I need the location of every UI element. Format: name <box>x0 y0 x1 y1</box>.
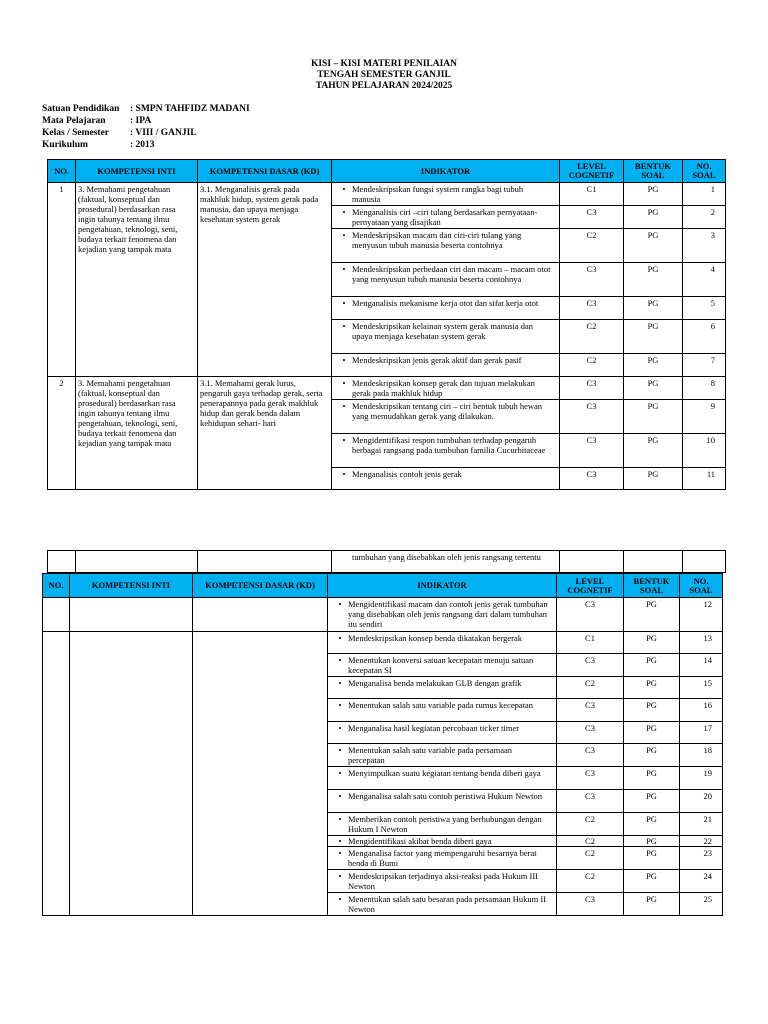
indicator-cell <box>328 632 557 654</box>
bentuk-soal-cell: PG <box>624 847 680 870</box>
indicator-cell <box>332 206 560 229</box>
indicator-cell <box>328 813 557 836</box>
bentuk-soal-cell: PG <box>624 722 680 744</box>
bentuk-soal-cell: PG <box>624 598 680 632</box>
indicator-text: Menganalisa hasil kegiatan percobaan ticker timer <box>348 723 520 733</box>
bentuk-soal-cell: PG <box>624 836 680 847</box>
header-kompetensi-dasar: KOMPETENSI DASAR (KD) <box>193 574 328 598</box>
indicator-text: Mendeskripsikan fungsi system rangka bagi tubuh manusia <box>352 184 524 204</box>
document-meta <box>42 103 250 151</box>
bentuk-soal-cell: PG <box>624 320 683 354</box>
indicator-text: Menganalisis ciri –ciri tulang berdasarkan pernyataan- pernyataan yang disajikan <box>352 207 538 227</box>
no-soal-cell: 7 <box>683 354 726 377</box>
bullet-glyph: • <box>338 723 342 733</box>
bentuk-soal-cell: PG <box>624 870 680 893</box>
bullet-glyph: • <box>342 321 346 331</box>
level-cell: C3 <box>560 206 624 229</box>
level-cell: C2 <box>557 836 624 847</box>
indicator-cell <box>332 434 560 468</box>
no-soal-cell: 5 <box>683 297 726 320</box>
indicator-text: Menganalisis mekanisme kerja otot dan sifat kerja otot <box>352 298 539 308</box>
meta-key: Satuan Pendidikan <box>42 104 120 114</box>
indicator-cell <box>332 400 560 434</box>
no-soal-cell: 8 <box>683 377 726 400</box>
bullet-glyph: • <box>338 814 342 824</box>
indicator-text: Memberikan contoh peristiwa yang berhubungan dengan Hukum I Newton <box>348 814 542 834</box>
bentuk-soal-cell: PG <box>624 263 683 297</box>
bentuk-soal-cell: PG <box>624 893 680 916</box>
empty-cell <box>683 551 726 573</box>
empty-cell <box>624 551 683 573</box>
level-cell: C2 <box>557 847 624 870</box>
bentuk-soal-cell: PG <box>624 229 683 263</box>
indicator-cell <box>332 229 560 263</box>
indicator-cell <box>328 847 557 870</box>
indicator-text: Mendeskripsikan konsep benda dikatakan bergerak <box>348 633 523 643</box>
indicator-cell <box>328 870 557 893</box>
bentuk-soal-cell: PG <box>624 297 683 320</box>
level-cell: C2 <box>560 354 624 377</box>
no-soal-cell: 6 <box>683 320 726 354</box>
bentuk-soal-cell: PG <box>624 654 680 677</box>
level-cell: C3 <box>560 400 624 434</box>
title-line: KISI – KISI MATERI PENILAIAN <box>310 59 458 69</box>
bentuk-soal-cell: PG <box>624 813 680 836</box>
level-cell: C3 <box>560 263 624 297</box>
title-line: TAHUN PELAJARAN 2024/2025 <box>315 81 453 91</box>
bentuk-soal-cell: PG <box>624 468 683 490</box>
indicator-cell <box>332 183 560 206</box>
no-soal-cell: 19 <box>680 767 723 790</box>
meta-row <box>42 127 250 139</box>
no-soal-cell: 12 <box>680 598 723 632</box>
indicator-cell <box>332 468 560 490</box>
bentuk-soal-cell: PG <box>624 767 680 790</box>
level-cell: C3 <box>557 722 624 744</box>
no-soal-cell: 22 <box>680 836 723 847</box>
no-soal-cell: 13 <box>680 632 723 654</box>
bentuk-soal-cell: PG <box>624 699 680 722</box>
meta-key: Kelas / Semester <box>42 128 110 138</box>
empty-cell <box>48 551 76 573</box>
bentuk-soal-cell: PG <box>624 354 683 377</box>
bentuk-soal-cell: PG <box>624 632 680 654</box>
kompetensi-inti-cell: 3. Memahami pengetahuan (faktual, konseptual dan prosedural) berdasarkan rasa ingin tahunya tentang ilmu pengetahuan, teknologi, seni, budaya terkait fenomena dan kejadian yang tampak mata <box>76 377 198 490</box>
indicator-cell <box>328 722 557 744</box>
level-cell: C1 <box>557 632 624 654</box>
level-cell: C2 <box>557 813 624 836</box>
kisi-table-page-2 <box>42 573 723 916</box>
continuation-row-table <box>47 550 726 573</box>
indicator-cell <box>332 297 560 320</box>
indicator-cell <box>332 320 560 354</box>
indicator-text: Mendeskripsikan jenis gerak aktif dan gerak pasif <box>352 355 522 365</box>
bullet-glyph: • <box>338 871 342 881</box>
header-level-cognetif: LEVEL COGNETIF <box>557 574 624 598</box>
bullet-glyph: • <box>342 230 346 240</box>
indicator-cell <box>328 654 557 677</box>
level-cell: C3 <box>560 377 624 400</box>
indicator-text: Menentukan salah satu variable pada persamaan percepatan <box>348 745 513 765</box>
indicator-text: Mengidentifikasi respon tumbuhan terhadap pengaruh berbagai rangsang pada tumbuhan familia Cucurbitaceae <box>352 435 546 455</box>
empty-cell <box>43 598 70 632</box>
bullet-glyph: • <box>338 599 342 609</box>
empty-cell <box>76 551 198 573</box>
bullet-glyph: • <box>342 184 346 194</box>
bentuk-soal-cell: PG <box>624 206 683 229</box>
bullet-glyph: • <box>342 264 346 274</box>
no-soal-cell: 9 <box>683 400 726 434</box>
bullet-glyph: • <box>338 791 342 801</box>
header-no: NO. <box>43 574 70 598</box>
bullet-glyph: • <box>338 700 342 710</box>
level-cell: C2 <box>557 677 624 699</box>
empty-cell <box>43 632 70 916</box>
table-row <box>43 598 723 632</box>
header-bentuk-soal: BENTUK SOAL <box>624 574 680 598</box>
bullet-glyph: • <box>338 894 342 904</box>
no-soal-cell: 2 <box>683 206 726 229</box>
bentuk-soal-cell: PG <box>624 677 680 699</box>
meta-key: Mata Pelajaran <box>42 116 106 126</box>
indicator-text: Mengidentifikasi akibat benda diberi gaya <box>348 836 492 846</box>
indicator-text: Mendeskripsikan perbedaan ciri dan macam – macam otot yang menyusun tubuh manusia beserta contohnya <box>352 264 551 284</box>
indicator-text: Menentukan konversi satuan kecepatan menuju satuan kecepatan SI <box>348 655 534 675</box>
indicator-cell <box>332 551 560 573</box>
empty-cell <box>70 598 193 632</box>
meta-row <box>42 103 250 115</box>
level-cell: C3 <box>557 767 624 790</box>
no-soal-cell: 25 <box>680 893 723 916</box>
kisi-table-page-1 <box>47 159 726 490</box>
kompetensi-inti-cell: 3. Memahami pengetahuan (faktual, konseptual dan prosedural) berdasarkan rasa ingin tahunya tentang ilmu pengetahuan, teknologi, seni, budaya terkait fenomena dan kejadian yang tampak mata <box>76 183 198 377</box>
level-cell: C2 <box>560 320 624 354</box>
level-cell: C3 <box>560 434 624 468</box>
bullet-glyph: • <box>342 435 346 445</box>
no-soal-cell: 16 <box>680 699 723 722</box>
no-soal-cell: 21 <box>680 813 723 836</box>
bentuk-soal-cell: PG <box>624 377 683 400</box>
indicator-text: Menyimpulkan suatu kegiatan tentang benda diberi gaya <box>348 768 541 778</box>
no-soal-cell: 18 <box>680 744 723 767</box>
level-cell: C3 <box>557 744 624 767</box>
bentuk-soal-cell: PG <box>624 744 680 767</box>
header-kompetensi-inti: KOMPETENSI INTI <box>76 160 198 183</box>
bullet-glyph: • <box>342 401 346 411</box>
bullet-glyph: • <box>338 848 342 858</box>
indicator-text: Menentukan salah satu variable pada rumus kecepatan <box>348 700 534 710</box>
table-header-row <box>43 574 723 598</box>
meta-row <box>42 115 250 127</box>
bullet-glyph: • <box>338 745 342 755</box>
bentuk-soal-cell: PG <box>624 183 683 206</box>
level-cell: C3 <box>557 598 624 632</box>
meta-value: : IPA <box>130 116 152 126</box>
header-kompetensi-dasar: KOMPETENSI DASAR (KD) <box>198 160 332 183</box>
bullet-glyph: • <box>342 469 346 479</box>
indicator-text: Mendeskripsikan konsep gerak dan tujuan melakukan gerak pada makhluk hidup <box>352 378 535 398</box>
indicator-text: Mendeskripsikan terjadinya aksi-reaksi pada Hukum III Newton <box>348 871 539 891</box>
meta-key: Kurikulum <box>42 140 88 150</box>
bullet-glyph: • <box>338 655 342 665</box>
indicator-cell <box>332 354 560 377</box>
header-kompetensi-inti: KOMPETENSI INTI <box>70 574 193 598</box>
header-no-soal: NO. SOAL <box>683 160 726 183</box>
bullet-glyph: • <box>338 678 342 688</box>
meta-row <box>42 139 250 151</box>
level-cell: C3 <box>557 699 624 722</box>
no-soal-cell: 4 <box>683 263 726 297</box>
empty-cell <box>70 632 193 916</box>
indicator-text: Menganalisa benda melakukan GLB dengan grafik <box>348 678 522 688</box>
header-no: NO. <box>48 160 76 183</box>
meta-value: : SMPN TAHFIDZ MADANI <box>130 104 250 114</box>
bullet-glyph: • <box>338 633 342 643</box>
bullet-glyph: • <box>342 355 346 365</box>
no-soal-cell: 14 <box>680 654 723 677</box>
bentuk-soal-cell: PG <box>624 790 680 813</box>
bentuk-soal-cell: PG <box>624 400 683 434</box>
no-soal-cell: 20 <box>680 790 723 813</box>
level-cell: C3 <box>557 654 624 677</box>
level-cell: C2 <box>560 229 624 263</box>
indicator-cell <box>332 377 560 400</box>
bentuk-soal-cell: PG <box>624 434 683 468</box>
header-level-cognetif: LEVEL COGNETIF <box>560 160 624 183</box>
no-soal-cell: 23 <box>680 847 723 870</box>
title-line: TENGAH SEMESTER GANJIL <box>317 70 451 80</box>
table-row <box>43 632 723 654</box>
empty-cell <box>193 632 328 916</box>
level-cell: C3 <box>560 468 624 490</box>
no-soal-cell: 11 <box>683 468 726 490</box>
table-row <box>48 551 726 573</box>
indicator-cell <box>328 790 557 813</box>
level-cell: C3 <box>560 297 624 320</box>
table-row <box>48 377 726 400</box>
indicator-cell <box>328 699 557 722</box>
header-indikator: INDIKATOR <box>332 160 560 183</box>
level-cell: C1 <box>560 183 624 206</box>
indicator-text: tumbuhan yang disebabkan oleh jenis rangsang tertentu <box>352 552 541 562</box>
empty-cell <box>198 551 332 573</box>
indicator-text: Mengidentifikasi macam dan contoh jenis gerak tumbuhan yang disebabkan oleh jenis rangsang dari dalam tumbuhan itu sendiri <box>348 599 548 629</box>
no-soal-cell: 3 <box>683 229 726 263</box>
empty-cell <box>193 598 328 632</box>
indicator-text: Menganalisa factor yang mempengaruhi besarnya berat benda di Bumi <box>348 848 537 868</box>
bullet-glyph: • <box>342 298 346 308</box>
indicator-cell <box>328 767 557 790</box>
indicator-text: Menganalisis contoh jenis gerak <box>352 469 462 479</box>
indicator-text: Menganalisa salah satu contoh peristiwa Hukum Newton <box>348 791 543 801</box>
indicator-cell <box>328 677 557 699</box>
bullet-glyph: • <box>338 836 342 846</box>
kompetensi-dasar-cell: 3.1. Memahami gerak lurus, pengaruh gaya terhadap gerak, serta penerapannya pada gerak makhluk hidup dan gerak benda dalam kehidupan sehari- hari <box>198 377 332 490</box>
indicator-text: Mendeskripsikan macam dan ciri-ciri tulang yang menyusun tubuh manusia beserta contohnya <box>352 230 522 250</box>
bullet-glyph: • <box>338 768 342 778</box>
indicator-cell <box>328 744 557 767</box>
meta-value: : 2013 <box>130 140 155 150</box>
kompetensi-dasar-cell: 3.1. Menganalisis gerak pada makhluk hidup, system gerak pada manusia, dan upaya menjaga kesehatan system gerak <box>198 183 332 377</box>
no-soal-cell: 17 <box>680 722 723 744</box>
indicator-cell <box>328 893 557 916</box>
header-bentuk-soal: BENTUK SOAL <box>624 160 683 183</box>
indicator-text: Menentukan salah satu besaran pada persamaan Hukum II Newton <box>348 894 547 914</box>
no-soal-cell: 24 <box>680 870 723 893</box>
group-number-cell: 1 <box>48 183 76 377</box>
empty-cell <box>560 551 624 573</box>
no-soal-cell: 10 <box>683 434 726 468</box>
bullet-glyph: • <box>342 378 346 388</box>
indicator-cell <box>328 836 557 847</box>
no-soal-cell: 15 <box>680 677 723 699</box>
header-indikator: INDIKATOR <box>328 574 557 598</box>
indicator-cell <box>332 263 560 297</box>
header-no-soal: NO. SOAL <box>680 574 723 598</box>
bullet-glyph: • <box>342 207 346 217</box>
indicator-text: Mendeskripsikan tentang ciri – ciri bentuk tubuh hewan yang memudahkan gerak yang dilakukan. <box>352 401 543 421</box>
level-cell: C3 <box>557 893 624 916</box>
indicator-text: Mendeskripsikan kelainan system gerak manusia dan upaya menjaga kesehatan system gerak <box>352 321 534 341</box>
level-cell: C2 <box>557 870 624 893</box>
table-header-row <box>48 160 726 183</box>
indicator-cell <box>328 598 557 632</box>
document-title <box>0 59 768 92</box>
meta-value: : VIII / GANJIL <box>130 128 197 138</box>
level-cell: C3 <box>557 790 624 813</box>
table-row <box>48 183 726 206</box>
group-number-cell: 2 <box>48 377 76 490</box>
no-soal-cell: 1 <box>683 183 726 206</box>
